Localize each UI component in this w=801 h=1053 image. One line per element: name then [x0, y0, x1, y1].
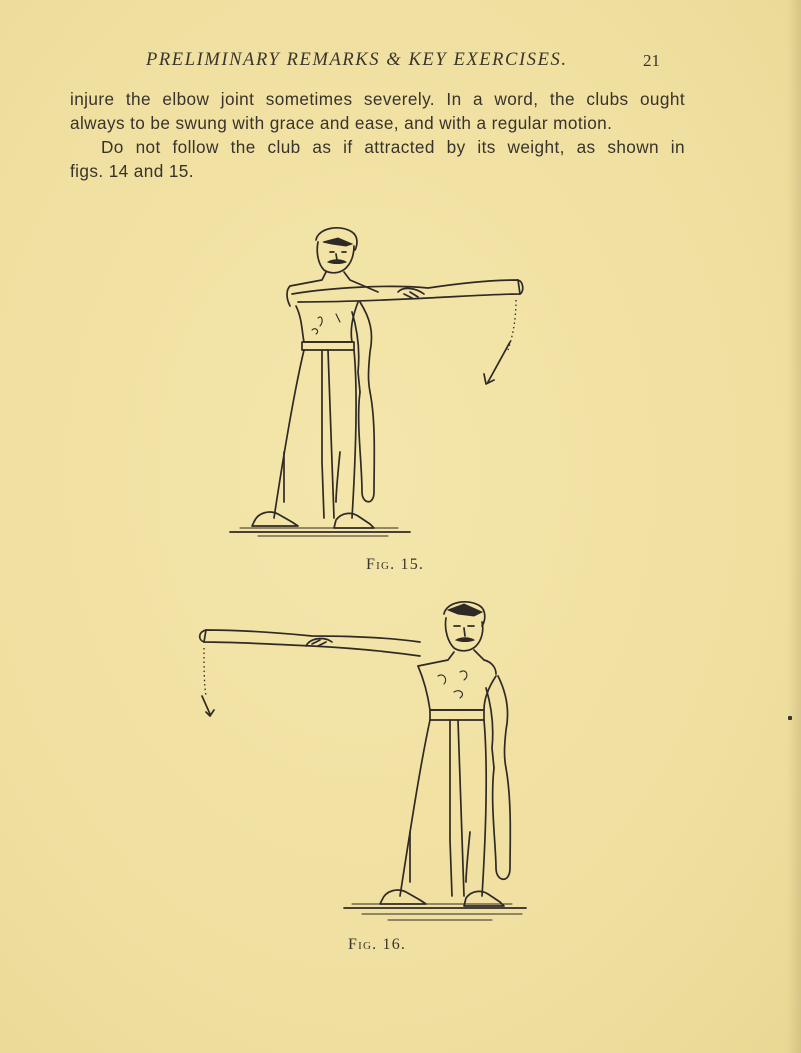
- text-line: injure the elbow joint sometimes severely. In a word, the clubs ought: [70, 89, 685, 109]
- page-edge-shadow: [787, 0, 801, 1053]
- page-number: 21: [643, 51, 660, 70]
- running-head-title: PRELIMINARY REMARKS & KEY EXERCISES.: [146, 50, 568, 70]
- body-text: [70, 87, 685, 183]
- text-line: always to be swung with grace and ease, and with a regular motion.: [70, 113, 613, 133]
- figure-15-illustration: [228, 222, 558, 542]
- figure-16-drawing: [192, 596, 540, 936]
- text-line: Do not follow the club as if attracted by its weight, as shown in: [101, 137, 685, 157]
- paper-speck: [788, 716, 792, 720]
- figure-16-caption: Fig. 16.: [348, 936, 407, 953]
- figure-16-illustration: [192, 596, 540, 936]
- figure-15-caption: Fig. 15.: [366, 556, 425, 573]
- figure-15-drawing: [228, 222, 558, 542]
- text-line: figs. 14 and 15.: [70, 161, 194, 181]
